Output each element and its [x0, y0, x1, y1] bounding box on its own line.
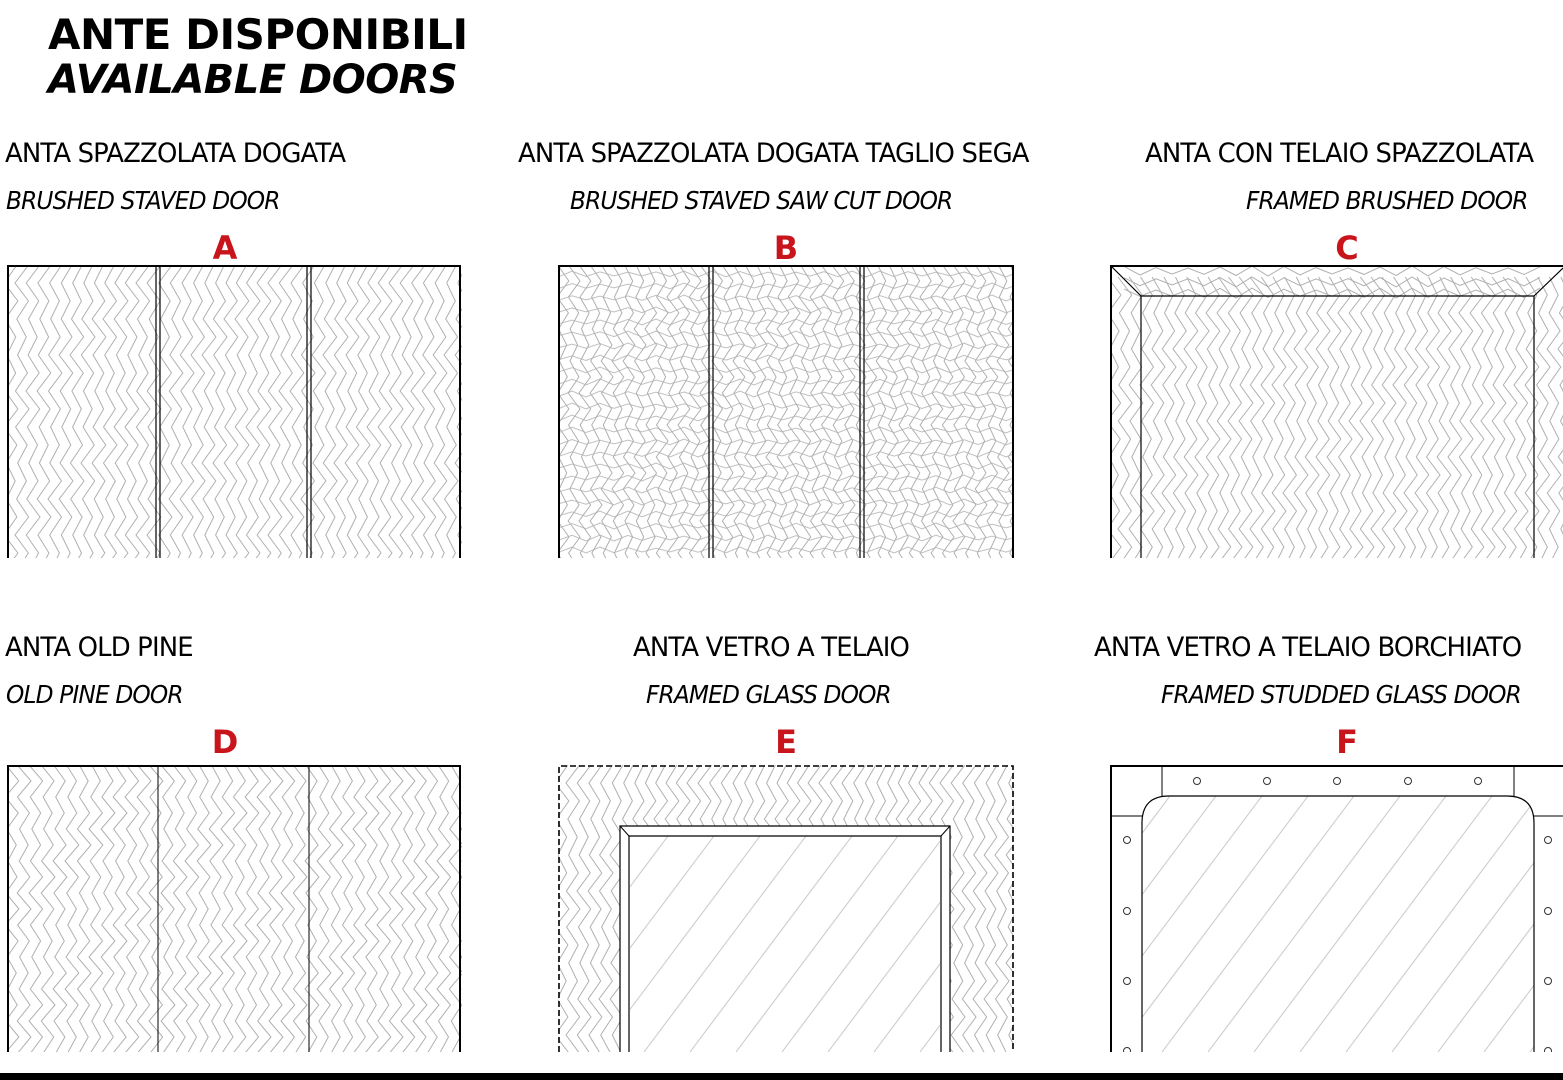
door-f-glass: [1110, 796, 1563, 1052]
door-c-name-it: ANTA CON TELAIO SPAZZOLATA: [1145, 138, 1534, 169]
door-e-frame-inner: [629, 836, 941, 1052]
door-d-drawing: [7, 765, 462, 1052]
door-c-grain: [1110, 265, 1563, 558]
door-f-stud: [1264, 778, 1271, 785]
door-d-name-en: OLD PINE DOOR: [6, 680, 183, 709]
door-c-code: C: [1335, 229, 1359, 267]
door-f-stud: [1545, 1048, 1552, 1053]
door-a-code: A: [212, 229, 238, 267]
door-e-grain: [558, 765, 1014, 1052]
door-e-drawing: [558, 765, 1014, 1052]
door-f-stud: [1545, 908, 1552, 915]
door-f-code: F: [1336, 723, 1358, 761]
door-e-code: E: [775, 723, 797, 761]
door-b-code: B: [773, 229, 799, 267]
door-f-name-en: FRAMED STUDDED GLASS DOOR: [1161, 680, 1521, 709]
bottom-border: [0, 1073, 1563, 1080]
door-f-stud: [1334, 778, 1341, 785]
door-f-stud: [1475, 778, 1482, 785]
door-c-drawing: [1110, 265, 1563, 558]
door-a-drawing: [7, 265, 462, 558]
door-f-stud: [1124, 837, 1131, 844]
door-a-name-en: BRUSHED STAVED DOOR: [6, 186, 280, 215]
door-f-stud: [1194, 778, 1201, 785]
door-e-miter: [620, 826, 629, 836]
door-b-drawing: [558, 265, 1014, 558]
door-c-miter: [1111, 266, 1141, 296]
door-e-glass: [558, 836, 1014, 1052]
door-b-grain: [558, 265, 1014, 558]
door-f-stud: [1545, 978, 1552, 985]
door-f-frame-joint: [1111, 766, 1563, 816]
door-a-grain: [7, 265, 462, 558]
title-english: AVAILABLE DOORS: [48, 57, 458, 103]
door-f-stud: [1124, 978, 1131, 985]
door-b-name-it: ANTA SPAZZOLATA DOGATA TAGLIO SEGA: [518, 138, 1029, 169]
door-f-stud: [1124, 1048, 1131, 1053]
door-e-miter: [941, 826, 950, 836]
door-c-miter: [1534, 268, 1563, 296]
door-f-drawing: [1110, 765, 1563, 1052]
door-f-stud: [1405, 778, 1412, 785]
door-f-stud: [1545, 837, 1552, 844]
door-d-code: D: [211, 723, 239, 761]
page-title: [48, 12, 468, 102]
door-b-name-en: BRUSHED STAVED SAW CUT DOOR: [570, 186, 953, 215]
door-f-name-it: ANTA VETRO A TELAIO BORCHIATO: [1094, 632, 1522, 663]
door-c-name-en: FRAMED BRUSHED DOOR: [1246, 186, 1528, 215]
door-e-name-it: ANTA VETRO A TELAIO: [633, 632, 910, 663]
door-f-glass-edge: [1142, 796, 1534, 1052]
door-d-grain: [7, 765, 462, 1052]
title-italian: ANTE DISPONIBILI: [48, 10, 468, 59]
door-f-outline: [1111, 766, 1563, 1052]
door-a-name-it: ANTA SPAZZOLATA DOGATA: [5, 138, 346, 169]
door-e-name-en: FRAMED GLASS DOOR: [646, 680, 891, 709]
door-d-name-it: ANTA OLD PINE: [5, 632, 193, 663]
door-e-outline: [559, 766, 1013, 1052]
door-f-stud: [1124, 908, 1131, 915]
